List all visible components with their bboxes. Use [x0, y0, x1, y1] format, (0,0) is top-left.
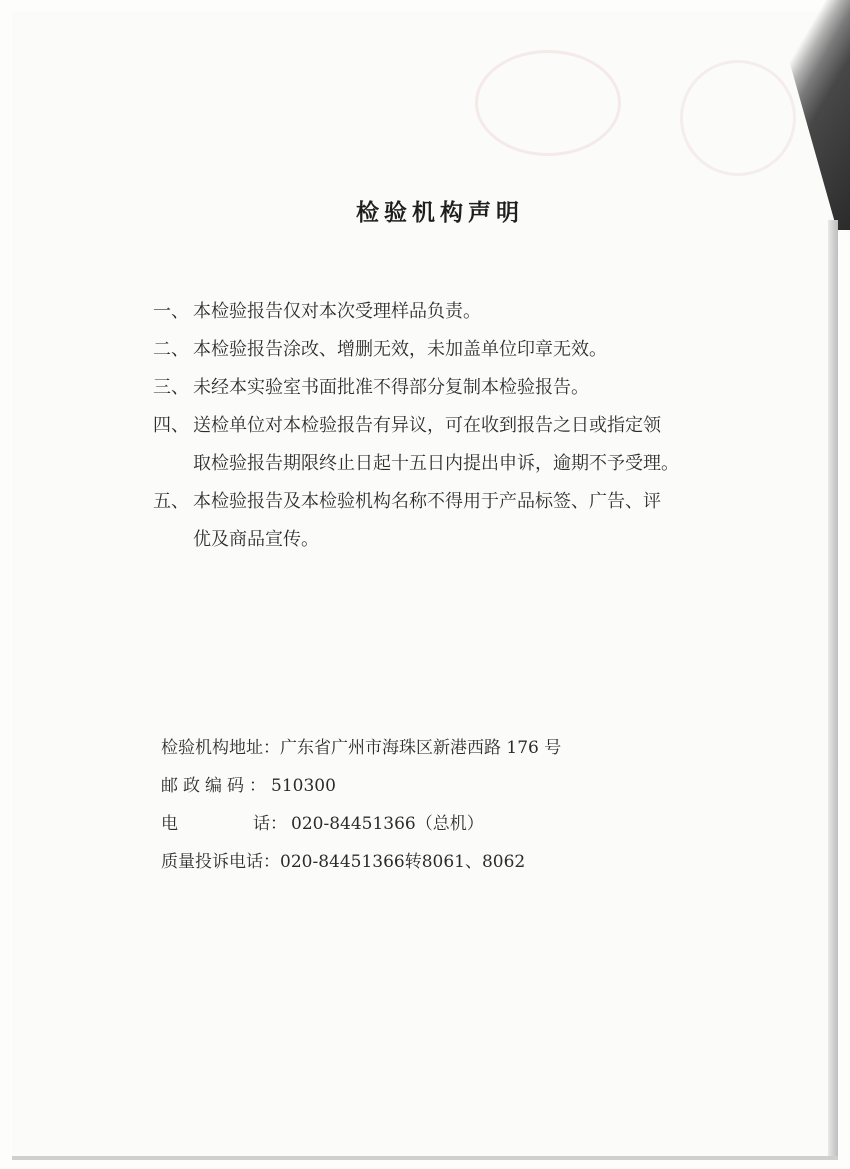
clause-text: 本检验报告及本检验机构名称不得用于产品标签、广告、评	[193, 491, 661, 512]
clause-text-continued: 优及商品宣传。	[193, 529, 319, 550]
address-row	[161, 729, 561, 767]
page-edge-right	[828, 220, 838, 1160]
address-label: 检验机构地址：	[161, 738, 280, 758]
postcode-row	[161, 767, 561, 805]
phone-label-a: 电	[161, 814, 178, 834]
phone-label	[161, 805, 291, 843]
address-value: 广东省广州市海珠区新港西路 176 号	[280, 738, 562, 758]
clause-text: 未经本实验室书面批准不得部分复制本检验报告。	[193, 377, 589, 398]
page-edge-bottom	[12, 1156, 838, 1160]
clause-item	[153, 407, 753, 445]
phone-label-b: 话：	[253, 814, 287, 834]
clause-continuation	[153, 521, 753, 559]
clause-item	[153, 369, 753, 407]
clause-list	[153, 293, 753, 559]
clause-text: 送检单位对本检验报告有异议，可在收到报告之日或指定领	[193, 415, 661, 436]
complaint-value: 020-84451366转8061、8062	[280, 852, 526, 872]
clause-number: 四、	[153, 415, 189, 436]
seal-bleed-through-2	[680, 60, 796, 176]
postcode-label: 邮政编码：	[161, 776, 271, 796]
clause-number: 五、	[153, 491, 189, 512]
paper-sheet	[12, 12, 838, 1160]
phone-row	[161, 805, 561, 843]
clause-number: 三、	[153, 377, 189, 398]
contact-block	[161, 729, 561, 881]
seal-bleed-through	[475, 50, 621, 156]
page-title: 检验机构声明	[356, 199, 524, 226]
clause-item	[153, 293, 753, 331]
clause-text-continued: 取检验报告期限终止日起十五日内提出申诉，逾期不予受理。	[193, 453, 679, 474]
clause-number: 二、	[153, 339, 189, 360]
complaint-row	[161, 843, 561, 881]
clause-continuation	[153, 445, 753, 483]
clause-number: 一、	[153, 301, 189, 322]
clause-text: 本检验报告仅对本次受理样品负责。	[193, 301, 481, 322]
clause-item	[153, 483, 753, 521]
clause-item	[153, 331, 753, 369]
postcode-value: 510300	[271, 776, 336, 796]
complaint-label: 质量投诉电话：	[161, 852, 280, 872]
clause-text: 本检验报告涂改、增删无效，未加盖单位印章无效。	[193, 339, 607, 360]
phone-value: 020-84451366（总机）	[291, 814, 484, 834]
